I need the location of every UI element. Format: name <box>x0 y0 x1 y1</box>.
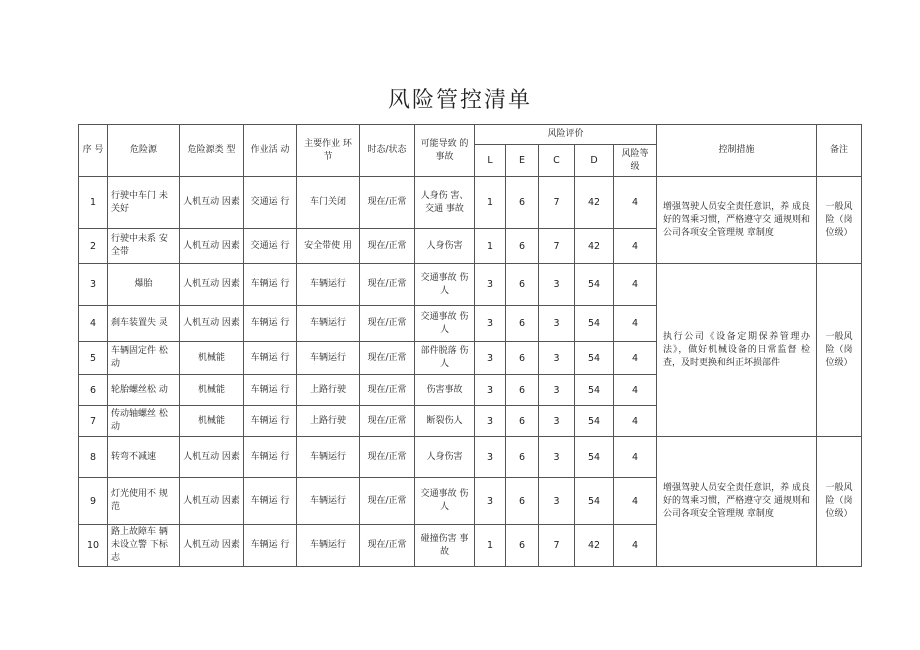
cell-hazard: 行驶中车门 未关好 <box>108 177 180 229</box>
cell-remark: 一般风 险（岗 位级） <box>817 264 862 437</box>
cell-hazard: 爆胎 <box>108 264 180 306</box>
cell-level: 4 <box>614 525 657 567</box>
cell-control: 增强驾驶人员安全责任意识，养 成良好的驾乘习惯，严格遵守交 通规则和公司各项安全管理规 章制度 <box>657 177 817 264</box>
cell-hazard: 灯光使用不 规范 <box>108 478 180 525</box>
cell-e: 6 <box>506 406 539 437</box>
cell-activity: 车辆运 行 <box>244 525 297 567</box>
cell-step: 车辆运行 <box>297 342 360 375</box>
cell-e: 6 <box>506 437 539 478</box>
cell-seq: 9 <box>79 478 108 525</box>
cell-tense: 现在/正常 <box>360 406 415 437</box>
cell-hazard: 刹车装置失 灵 <box>108 306 180 342</box>
cell-seq: 4 <box>79 306 108 342</box>
cell-d: 54 <box>575 406 614 437</box>
cell-type: 机械能 <box>180 342 244 375</box>
cell-activity: 车辆运 行 <box>244 478 297 525</box>
cell-accident: 人身伤害 <box>415 437 475 478</box>
cell-step: 车门关闭 <box>297 177 360 229</box>
cell-seq: 3 <box>79 264 108 306</box>
header-tense: 时态/状态 <box>360 125 415 177</box>
cell-tense: 现在/正常 <box>360 229 415 264</box>
cell-level: 4 <box>614 264 657 306</box>
cell-c: 7 <box>539 525 575 567</box>
header-seq: 序 号 <box>79 125 108 177</box>
cell-type: 机械能 <box>180 375 244 406</box>
cell-c: 3 <box>539 342 575 375</box>
cell-hazard: 传动轴螺丝 松动 <box>108 406 180 437</box>
cell-accident: 交通事故 伤人 <box>415 478 475 525</box>
cell-activity: 车辆运 行 <box>244 264 297 306</box>
cell-level: 4 <box>614 177 657 229</box>
cell-step: 车辆运行 <box>297 478 360 525</box>
cell-level: 4 <box>614 229 657 264</box>
cell-control: 增强驾驶人员安全责任意识，养 成良好的驾乘习惯，严格遵守交 通规则和公司各项安全管理规 章制度 <box>657 437 817 567</box>
cell-remark: 一般风 险（岗 位级） <box>817 437 862 567</box>
cell-l: 3 <box>475 478 506 525</box>
cell-e: 6 <box>506 264 539 306</box>
cell-hazard: 转弯不减速 <box>108 437 180 478</box>
header-hazard-type: 危险源类 型 <box>180 125 244 177</box>
cell-d: 54 <box>575 342 614 375</box>
cell-type: 人机互动 因素 <box>180 229 244 264</box>
cell-e: 6 <box>506 342 539 375</box>
cell-c: 7 <box>539 177 575 229</box>
table-row <box>79 177 862 229</box>
cell-e: 6 <box>506 478 539 525</box>
cell-e: 6 <box>506 177 539 229</box>
cell-step: 上路行驶 <box>297 375 360 406</box>
cell-tense: 现在/正常 <box>360 375 415 406</box>
cell-step: 车辆运行 <box>297 306 360 342</box>
cell-accident: 人身伤 害、交通 事故 <box>415 177 475 229</box>
cell-level: 4 <box>614 375 657 406</box>
cell-type: 人机互动 因素 <box>180 478 244 525</box>
cell-d: 42 <box>575 525 614 567</box>
header-l: L <box>475 145 506 177</box>
cell-seq: 1 <box>79 177 108 229</box>
cell-c: 3 <box>539 437 575 478</box>
cell-d: 54 <box>575 437 614 478</box>
header-activity: 作业活 动 <box>244 125 297 177</box>
cell-d: 54 <box>575 478 614 525</box>
cell-l: 3 <box>475 264 506 306</box>
cell-tense: 现在/正常 <box>360 437 415 478</box>
header-level: 风险等 级 <box>614 145 657 177</box>
cell-d: 42 <box>575 177 614 229</box>
cell-d: 54 <box>575 306 614 342</box>
header-hazard: 危险源 <box>108 125 180 177</box>
cell-l: 3 <box>475 306 506 342</box>
cell-accident: 人身伤害 <box>415 229 475 264</box>
cell-seq: 8 <box>79 437 108 478</box>
cell-accident: 交通事故 伤人 <box>415 264 475 306</box>
cell-d: 54 <box>575 264 614 306</box>
cell-step: 上路行驶 <box>297 406 360 437</box>
cell-activity: 交通运 行 <box>244 177 297 229</box>
header-accident: 可能导致 的事故 <box>415 125 475 177</box>
cell-l: 3 <box>475 375 506 406</box>
cell-type: 人机互动 因素 <box>180 264 244 306</box>
cell-step: 安全带使 用 <box>297 229 360 264</box>
table-row <box>79 264 862 306</box>
cell-c: 3 <box>539 375 575 406</box>
cell-tense: 现在/正常 <box>360 264 415 306</box>
cell-accident: 碰撞伤害 事故 <box>415 525 475 567</box>
header-c: C <box>539 145 575 177</box>
cell-c: 3 <box>539 306 575 342</box>
header-main-step: 主要作业 环节 <box>297 125 360 177</box>
cell-activity: 车辆运 行 <box>244 406 297 437</box>
cell-accident: 部件脱落 伤人 <box>415 342 475 375</box>
cell-tense: 现在/正常 <box>360 177 415 229</box>
cell-level: 4 <box>614 406 657 437</box>
cell-level: 4 <box>614 437 657 478</box>
table-row <box>79 437 862 478</box>
header-control: 控制措施 <box>657 125 817 177</box>
cell-c: 3 <box>539 478 575 525</box>
cell-activity: 车辆运 行 <box>244 306 297 342</box>
cell-level: 4 <box>614 342 657 375</box>
cell-type: 人机互动 因素 <box>180 525 244 567</box>
cell-e: 6 <box>506 525 539 567</box>
cell-hazard: 车辆固定件 松动 <box>108 342 180 375</box>
cell-seq: 7 <box>79 406 108 437</box>
cell-activity: 车辆运 行 <box>244 342 297 375</box>
cell-remark: 一般风 险（岗 位级） <box>817 177 862 264</box>
header-d: D <box>575 145 614 177</box>
cell-seq: 10 <box>79 525 108 567</box>
header-remark: 备注 <box>817 125 862 177</box>
cell-step: 车辆运行 <box>297 264 360 306</box>
cell-l: 1 <box>475 525 506 567</box>
cell-e: 6 <box>506 229 539 264</box>
cell-step: 车辆运行 <box>297 525 360 567</box>
cell-d: 42 <box>575 229 614 264</box>
cell-c: 3 <box>539 264 575 306</box>
document-title: 风险管控清单 <box>387 88 532 113</box>
cell-l: 3 <box>475 437 506 478</box>
cell-tense: 现在/正常 <box>360 525 415 567</box>
cell-l: 3 <box>475 406 506 437</box>
cell-activity: 车辆运 行 <box>244 437 297 478</box>
cell-l: 1 <box>475 177 506 229</box>
cell-type: 人机互动 因素 <box>180 177 244 229</box>
header-e: E <box>506 145 539 177</box>
cell-seq: 5 <box>79 342 108 375</box>
header-eval-group: 风险评价 <box>475 125 657 145</box>
cell-type: 机械能 <box>180 406 244 437</box>
cell-seq: 2 <box>79 229 108 264</box>
cell-tense: 现在/正常 <box>360 478 415 525</box>
cell-hazard: 轮胎螺丝松 动 <box>108 375 180 406</box>
cell-accident: 交通事故 伤人 <box>415 306 475 342</box>
risk-control-table <box>78 124 862 567</box>
cell-activity: 交通运 行 <box>244 229 297 264</box>
cell-tense: 现在/正常 <box>360 342 415 375</box>
cell-control: 执行公司《设备定期保养管理办 法》，做好机械设备的日常监督 检查，及时更换和纠正坏损部件 <box>657 264 817 437</box>
cell-level: 4 <box>614 306 657 342</box>
cell-l: 3 <box>475 342 506 375</box>
cell-accident: 断裂伤人 <box>415 406 475 437</box>
cell-hazard: 路上故障车 辆未设立警 下标志 <box>108 525 180 567</box>
cell-c: 3 <box>539 406 575 437</box>
cell-l: 1 <box>475 229 506 264</box>
cell-activity: 车辆运 行 <box>244 375 297 406</box>
cell-level: 4 <box>614 478 657 525</box>
cell-e: 6 <box>506 375 539 406</box>
cell-hazard: 行驶中未系 安全带 <box>108 229 180 264</box>
cell-d: 54 <box>575 375 614 406</box>
cell-seq: 6 <box>79 375 108 406</box>
cell-c: 7 <box>539 229 575 264</box>
cell-e: 6 <box>506 306 539 342</box>
cell-step: 车辆运行 <box>297 437 360 478</box>
cell-accident: 伤害事故 <box>415 375 475 406</box>
cell-type: 人机互动 因素 <box>180 306 244 342</box>
cell-type: 人机互动 因素 <box>180 437 244 478</box>
cell-tense: 现在/正常 <box>360 306 415 342</box>
